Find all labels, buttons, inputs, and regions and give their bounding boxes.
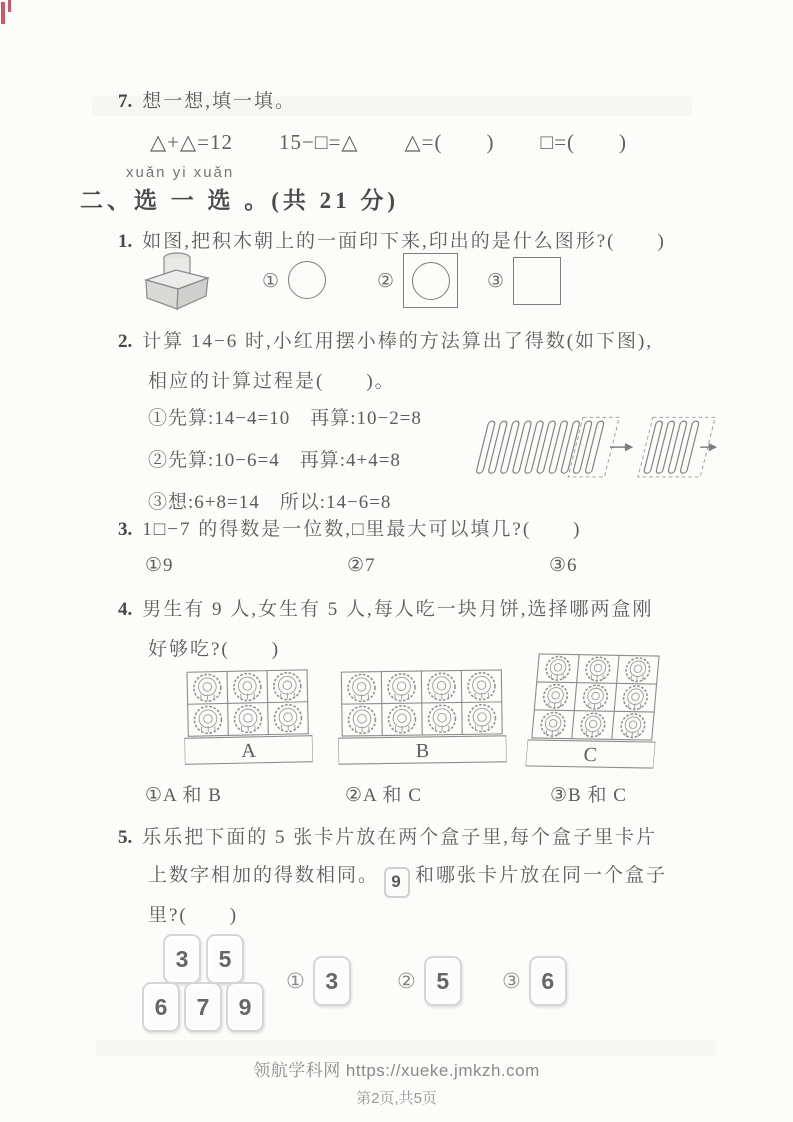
equation-4-blank: □=( ) xyxy=(540,130,628,154)
counting-sticks-diagram xyxy=(474,414,718,489)
question-4 xyxy=(118,594,654,621)
mooncake-box-c xyxy=(525,651,664,776)
q5-option-1 xyxy=(286,956,351,1006)
question-4-text-line2: 好够吃?( ) xyxy=(148,639,281,660)
number-card-7: 7 xyxy=(184,982,222,1032)
question-4-text-line1: 男生有 9 人,女生有 5 人,每人吃一块月饼,选择哪两盒刚 xyxy=(142,599,654,620)
q5-option-2-mark: ② xyxy=(397,968,416,993)
square-with-circle-option xyxy=(403,253,458,308)
svg-text:C: C xyxy=(582,743,598,767)
question-4-number: 4. xyxy=(118,599,133,620)
q5-option-3 xyxy=(502,956,567,1006)
inline-card-9: 9 xyxy=(384,867,410,898)
equation-3-blank: △=( ) xyxy=(404,130,495,154)
red-corner-mark xyxy=(1,2,5,24)
svg-text:B: B xyxy=(415,739,430,763)
q5-option-2 xyxy=(397,956,462,1006)
question-1-number: 1. xyxy=(118,231,133,252)
q2-option-3: ③想:6+8=14 所以:14−6=8 xyxy=(148,492,392,513)
number-card-5: 5 xyxy=(206,934,244,984)
question-5-number: 5. xyxy=(118,827,133,848)
number-cards-cluster xyxy=(140,934,272,1038)
circle-shape-option xyxy=(288,261,326,299)
question-2-text-line2: 相应的计算过程是( )。 xyxy=(148,371,396,392)
q5-option-3-mark: ③ xyxy=(502,968,521,993)
q5-line2-part-b: 和哪张卡片放在同一个盒子 xyxy=(415,865,668,886)
red-corner-mark xyxy=(8,0,11,12)
number-card-9: 9 xyxy=(226,982,264,1032)
question-1-text: 如图,把积木朝上的一面印下来,印出的是什么图形?( ) xyxy=(142,231,666,252)
question-7-equations xyxy=(150,126,627,156)
q1-option-2-mark: ② xyxy=(377,271,395,292)
q3-option-2: ②7 xyxy=(347,555,376,576)
equation-2: 15−□=△ xyxy=(279,130,359,154)
number-card-6: 6 xyxy=(142,982,180,1032)
q5-line2-part-a: 上数字相加的得数相同。 xyxy=(148,865,380,886)
q3-option-3: ③6 xyxy=(549,555,578,576)
number-card-3: 3 xyxy=(163,934,201,984)
question-5-text-line3: 里?( ) xyxy=(148,905,239,926)
footer-page-indicator: 第2页,共5页 xyxy=(356,1090,437,1107)
question-5-text-line1: 乐乐把下面的 5 张卡片放在两个盒子里,每个盒子里卡片 xyxy=(142,827,658,848)
question-5-text-line2 xyxy=(148,860,667,898)
q2-option-1: ①先算:14−4=10 再算:10−2=8 xyxy=(148,408,422,429)
q5-option-3-card: 6 xyxy=(529,956,567,1006)
question-5 xyxy=(118,822,657,849)
question-2-text-line1: 计算 14−6 时,小红用摆小棒的方法算出了得数(如下图), xyxy=(142,331,654,352)
q1-option-3-mark: ③ xyxy=(487,271,505,292)
q3-option-1: ①9 xyxy=(145,555,174,576)
question-7 xyxy=(118,86,296,113)
equation-1: △+△=12 xyxy=(150,130,233,154)
svg-text:A: A xyxy=(241,739,257,763)
q1-option-1-mark: ① xyxy=(262,271,280,292)
q4-option-2: ②A 和 C xyxy=(345,785,422,806)
q4-option-3: ③B 和 C xyxy=(550,785,627,806)
section-title: 二、选 一 选 。(共 21 分) xyxy=(80,188,400,213)
square-shape-option xyxy=(513,257,561,305)
mooncake-box-b xyxy=(337,667,506,772)
question-7-text: 想一想,填一填。 xyxy=(142,91,297,112)
q5-option-2-card: 5 xyxy=(424,956,462,1006)
q2-option-2: ②先算:10−6=4 再算:4+4=8 xyxy=(148,450,401,471)
question-3-text: 1□−7 的得数是一位数,□里最大可以填几?( ) xyxy=(142,519,582,540)
question-3-number: 3. xyxy=(118,519,133,540)
footer-site-link: 领航学科网 https://xueke.jmkzh.com xyxy=(253,1061,540,1080)
question-2 xyxy=(118,326,653,353)
q5-option-1-mark: ① xyxy=(286,968,305,993)
q4-option-1: ①A 和 B xyxy=(145,785,222,806)
mooncake-box-a xyxy=(183,667,313,773)
section-pinyin: xuǎn yi xuǎn xyxy=(126,164,235,181)
q5-option-1-card: 3 xyxy=(313,956,351,1006)
building-block-image xyxy=(140,248,214,314)
question-2-number: 2. xyxy=(118,331,133,352)
inner-circle xyxy=(412,262,450,300)
scan-blotch xyxy=(96,1040,716,1056)
question-3 xyxy=(118,514,582,541)
question-7-number: 7. xyxy=(118,91,133,112)
